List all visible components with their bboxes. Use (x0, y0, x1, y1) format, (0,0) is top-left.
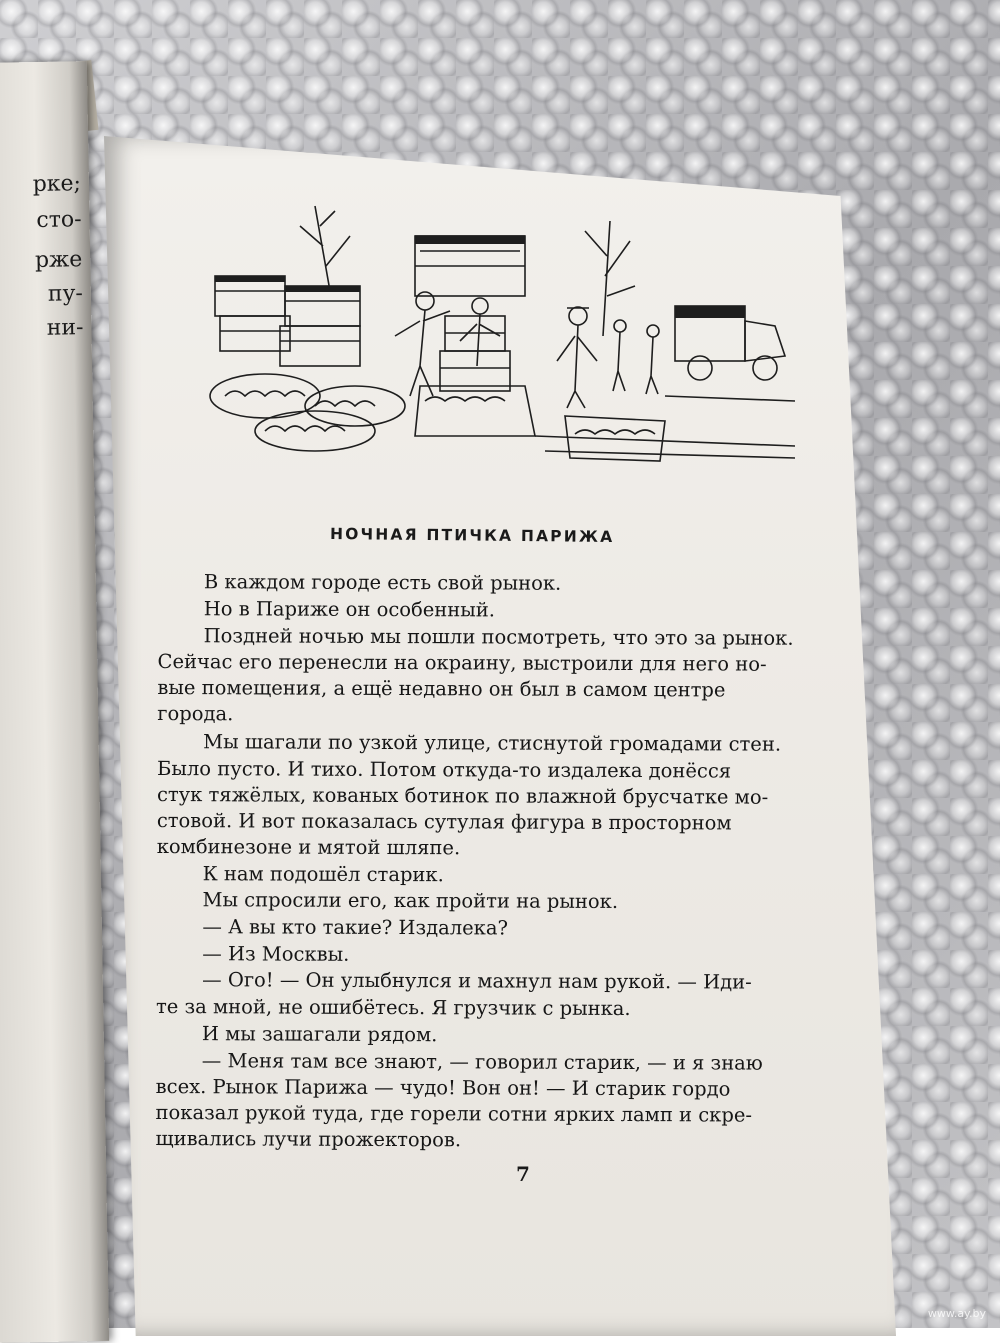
text-line: — Из Москвы. (202, 942, 350, 966)
left-page-fragment: ни- (46, 315, 84, 341)
text-line: Мы спросили его, как пройти на рынок. (202, 888, 619, 914)
text-line: щивались лучи прожекторов. (155, 1126, 462, 1152)
text-line: Сейчас его перенесли на окраину, выстроили для него но- (157, 649, 767, 676)
text-line: — А вы кто такие? Издалека? (202, 915, 508, 940)
text-line: В каждом городе есть свой рынок. (203, 570, 562, 595)
text-line: Мы шагали по узкой улице, стиснутой громадами стен. (203, 730, 782, 756)
text-line: те за мной, не ошибётесь. Я грузчик с рынка. (156, 994, 631, 1021)
text-line: всех. Рынок Парижа — чудо! Вон он! — И старик гордо (155, 1074, 731, 1101)
text-line: Было пусто. И тихо. Потом откуда-то издалека донёсся (157, 756, 732, 783)
text-line: И мы зашагали рядом. (201, 1022, 438, 1047)
text-line: стук тяжёлых, кованых ботинок по влажной брусчатке мо- (156, 782, 769, 809)
page-number: 7 (516, 1162, 530, 1186)
text-line: комбинезоне и мятой шляпе. (156, 834, 461, 860)
left-page-fragment: рже (34, 247, 83, 274)
left-page-fragment: пу- (47, 281, 84, 307)
text-line: Но в Париже он особенный. (203, 597, 496, 622)
left-page-fragment: рке; (32, 171, 82, 198)
text-line: Поздней ночью мы пошли посмотреть, что это за рынок. (203, 624, 794, 650)
left-page-fragment: сто- (36, 207, 82, 233)
chapter-title: НОЧНАЯ ПТИЧКА ПАРИЖА (329, 525, 615, 546)
watermark: www.ay.by (927, 1307, 986, 1320)
text-line: К нам подошёл старик. (202, 862, 444, 887)
text-line: — Меня там все знают, — говорил старик, — и я знаю (201, 1049, 763, 1075)
text-line: — Ого! — Он улыбнулся и махнул нам рукой. — Иди- (202, 968, 752, 994)
text-line: города. (157, 701, 234, 726)
text-line: показал рукой туда, где горели сотни ярких ламп и скре- (155, 1100, 753, 1127)
text-line: вые помещения, а ещё недавно он был в самом центре (157, 675, 726, 702)
text-line: стовой. И вот показалась сутулая фигура в просторном (156, 808, 732, 835)
